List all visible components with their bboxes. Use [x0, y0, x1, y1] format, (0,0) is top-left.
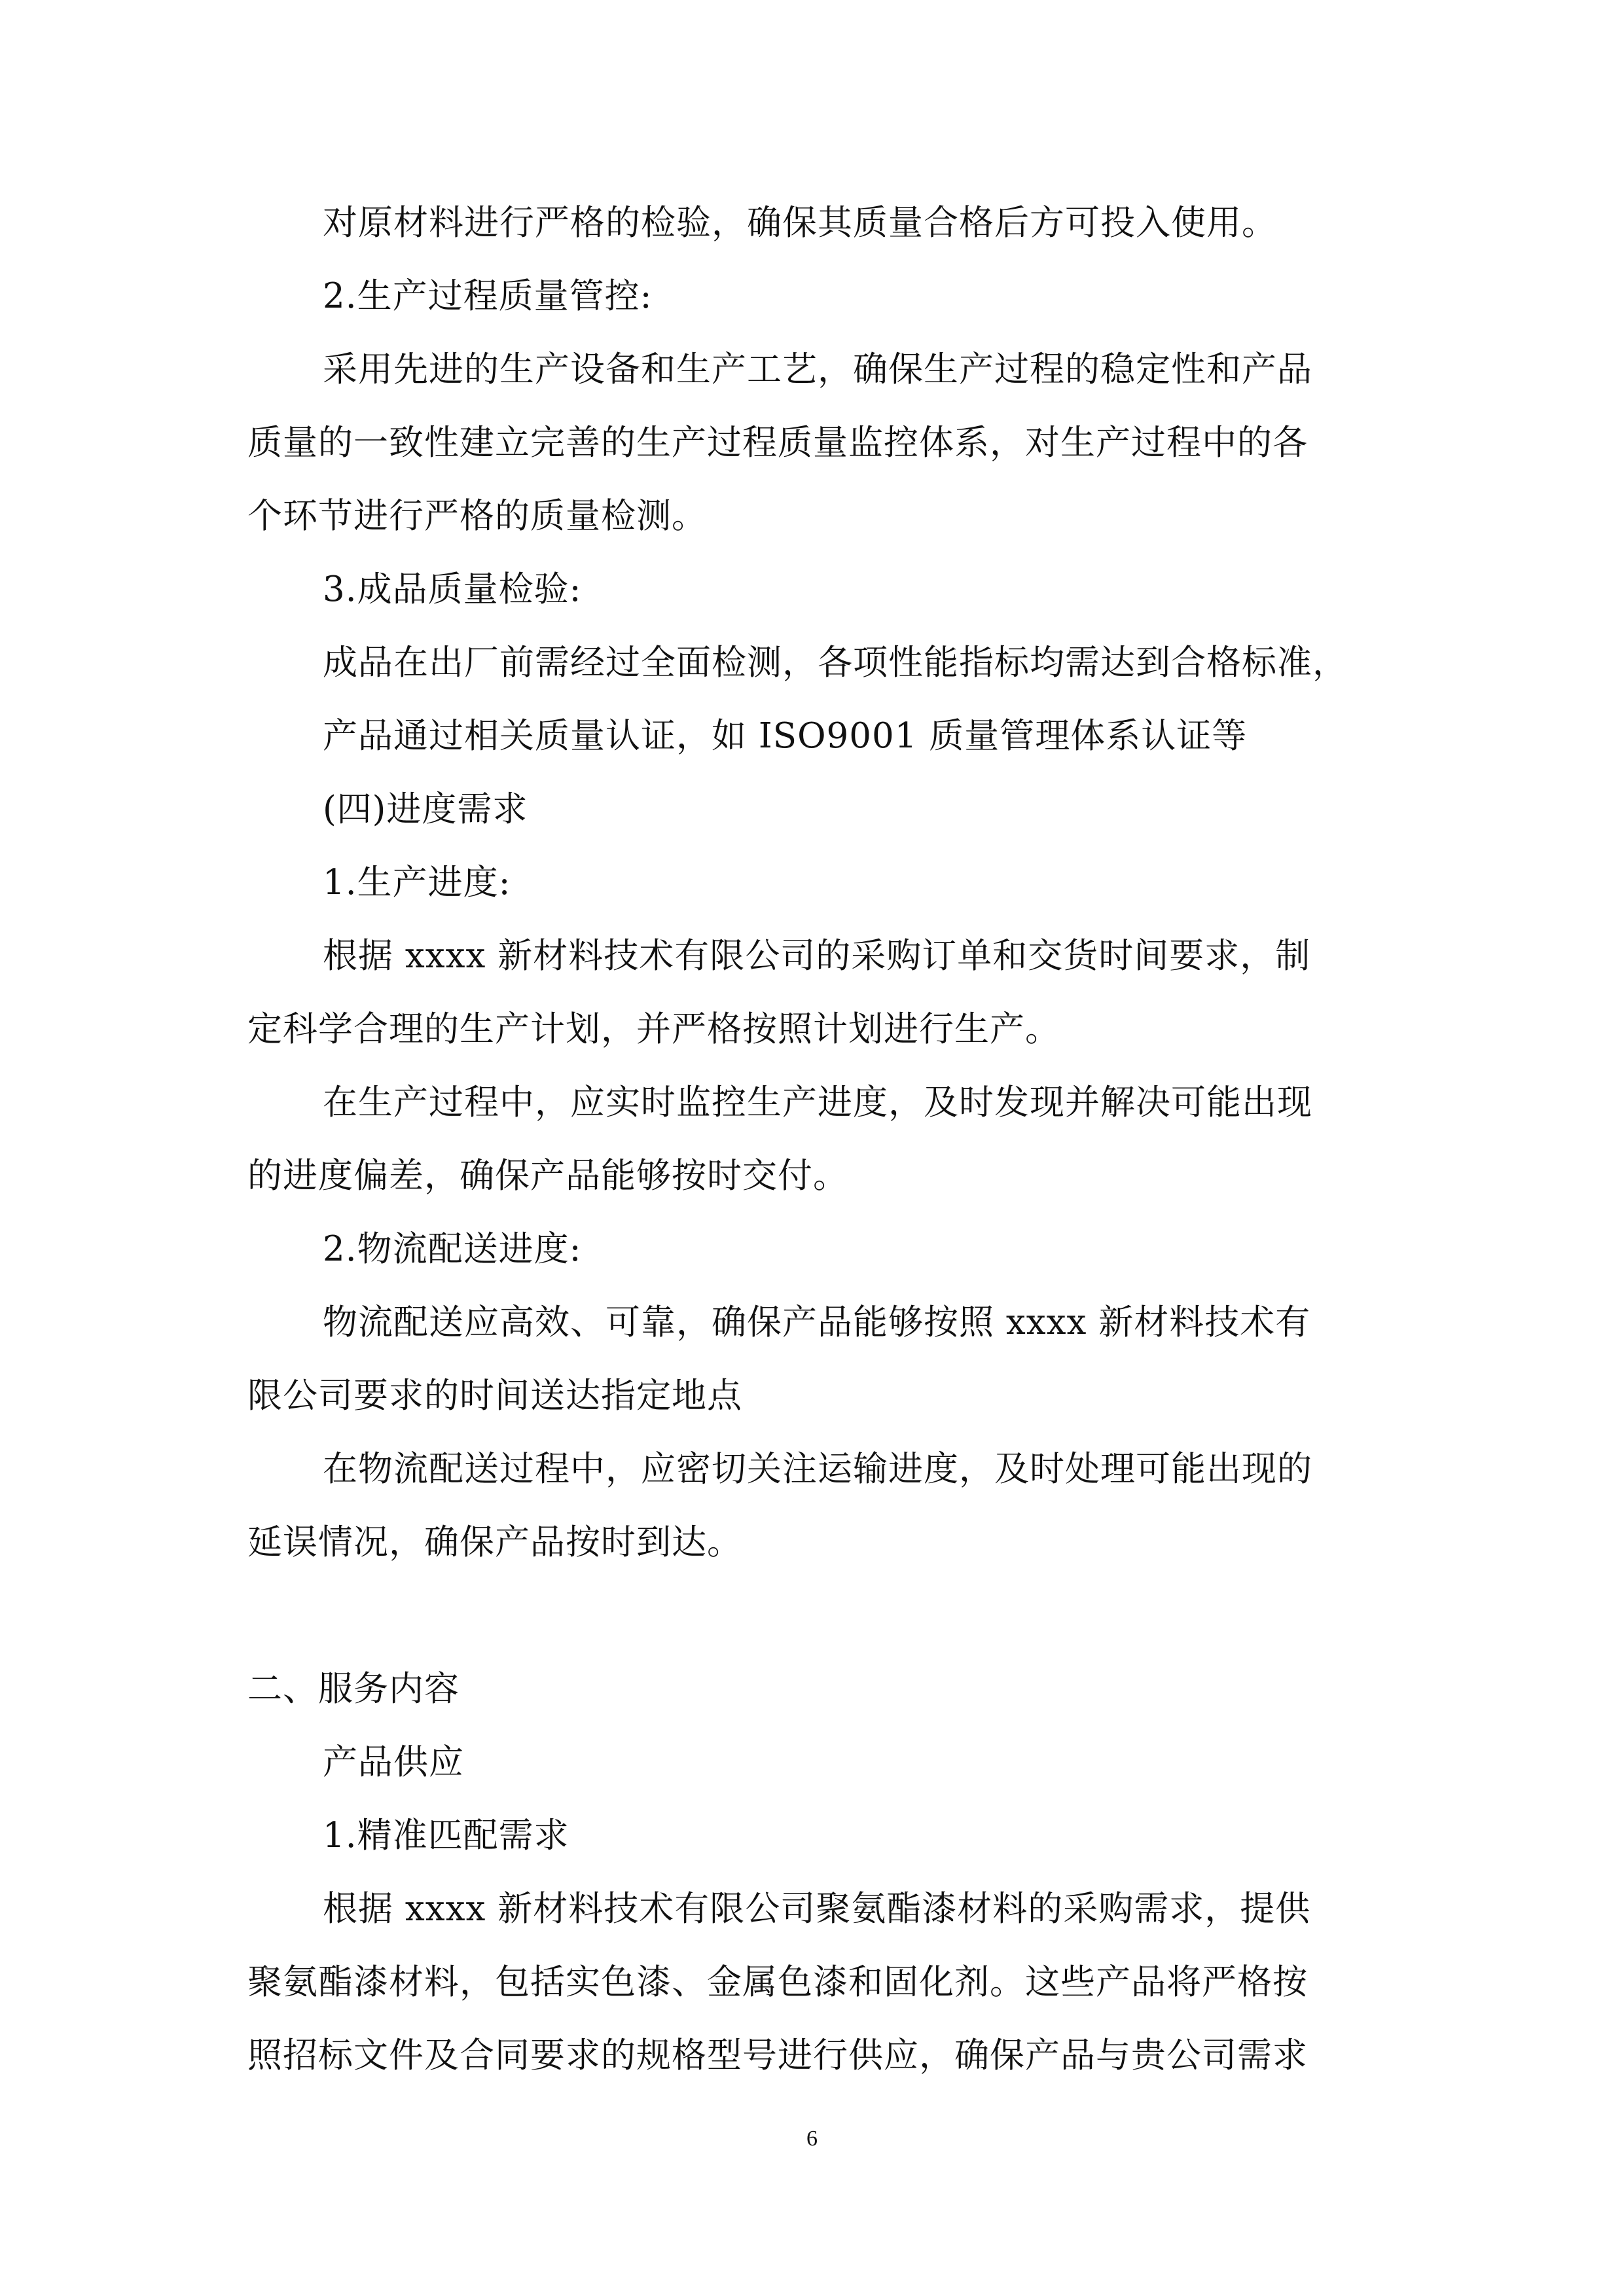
text-line: 在物流配送过程中，应密切关注运输进度，及时处理可能出现的: [323, 1449, 1312, 1489]
chapter-heading-service-content: 二、服务内容: [247, 1669, 460, 1709]
text-line: 成品在出厂前需经过全面检测，各项性能指标均需达到合格标准，: [323, 643, 1348, 683]
subheading-finished-product-inspection: 3.成品质量检验:: [323, 569, 582, 609]
subheading-logistics-schedule: 2.物流配送进度:: [323, 1229, 582, 1269]
text-line: 对原材料进行严格的检验，确保其质量合格后方可投入使用。: [323, 203, 1277, 243]
text-line: 限公司要求的时间送达指定地点: [247, 1376, 742, 1416]
text-line: 照招标文件及合同要求的规格型号进行供应，确保产品与贵公司需求: [247, 2036, 1308, 2075]
text-line: 根据 xxxx 新材料技术有限公司聚氨酯漆材料的采购需求，提供: [323, 1889, 1311, 1929]
text-line: 产品通过相关质量认证，如 ISO9001 质量管理体系认证等: [323, 716, 1248, 756]
text-line: 的进度偏差，确保产品能够按时交付。: [247, 1156, 848, 1196]
text-line: 个环节进行严格的质量检测。: [247, 496, 707, 536]
text-line: 物流配送应高效、可靠，确保产品能够按照 xxxx 新材料技术有: [323, 1302, 1311, 1342]
subheading-product-supply: 产品供应: [323, 1742, 464, 1782]
text-line: 质量的一致性建立完善的生产过程质量监控体系，对生产过程中的各: [247, 423, 1308, 463]
text-line: 采用先进的生产设备和生产工艺，确保生产过程的稳定性和产品: [323, 350, 1312, 389]
text-line: 定科学合理的生产计划，并严格按照计划进行生产。: [247, 1009, 1060, 1049]
text-line: 聚氨酯漆材料，包括实色漆、金属色漆和固化剂。这些产品将严格按: [247, 1962, 1308, 2002]
text-line: 在生产过程中，应实时监控生产进度，及时发现并解决可能出现: [323, 1083, 1312, 1122]
subheading-production-quality: 2.生产过程质量管控:: [323, 276, 653, 316]
document-body: [247, 187, 1386, 2092]
text-line: 延误情况，确保产品按时到达。: [247, 1522, 742, 1562]
text-line: 根据 xxxx 新材料技术有限公司的采购订单和交货时间要求，制: [323, 936, 1311, 976]
subheading-precise-matching: 1.精准匹配需求: [323, 1816, 569, 1856]
page-number: 6: [806, 2126, 818, 2151]
paragraph-gap: [247, 1579, 1386, 1653]
section-heading-schedule: (四)进度需求: [323, 789, 528, 829]
subheading-production-schedule: 1.生产进度:: [323, 863, 511, 903]
